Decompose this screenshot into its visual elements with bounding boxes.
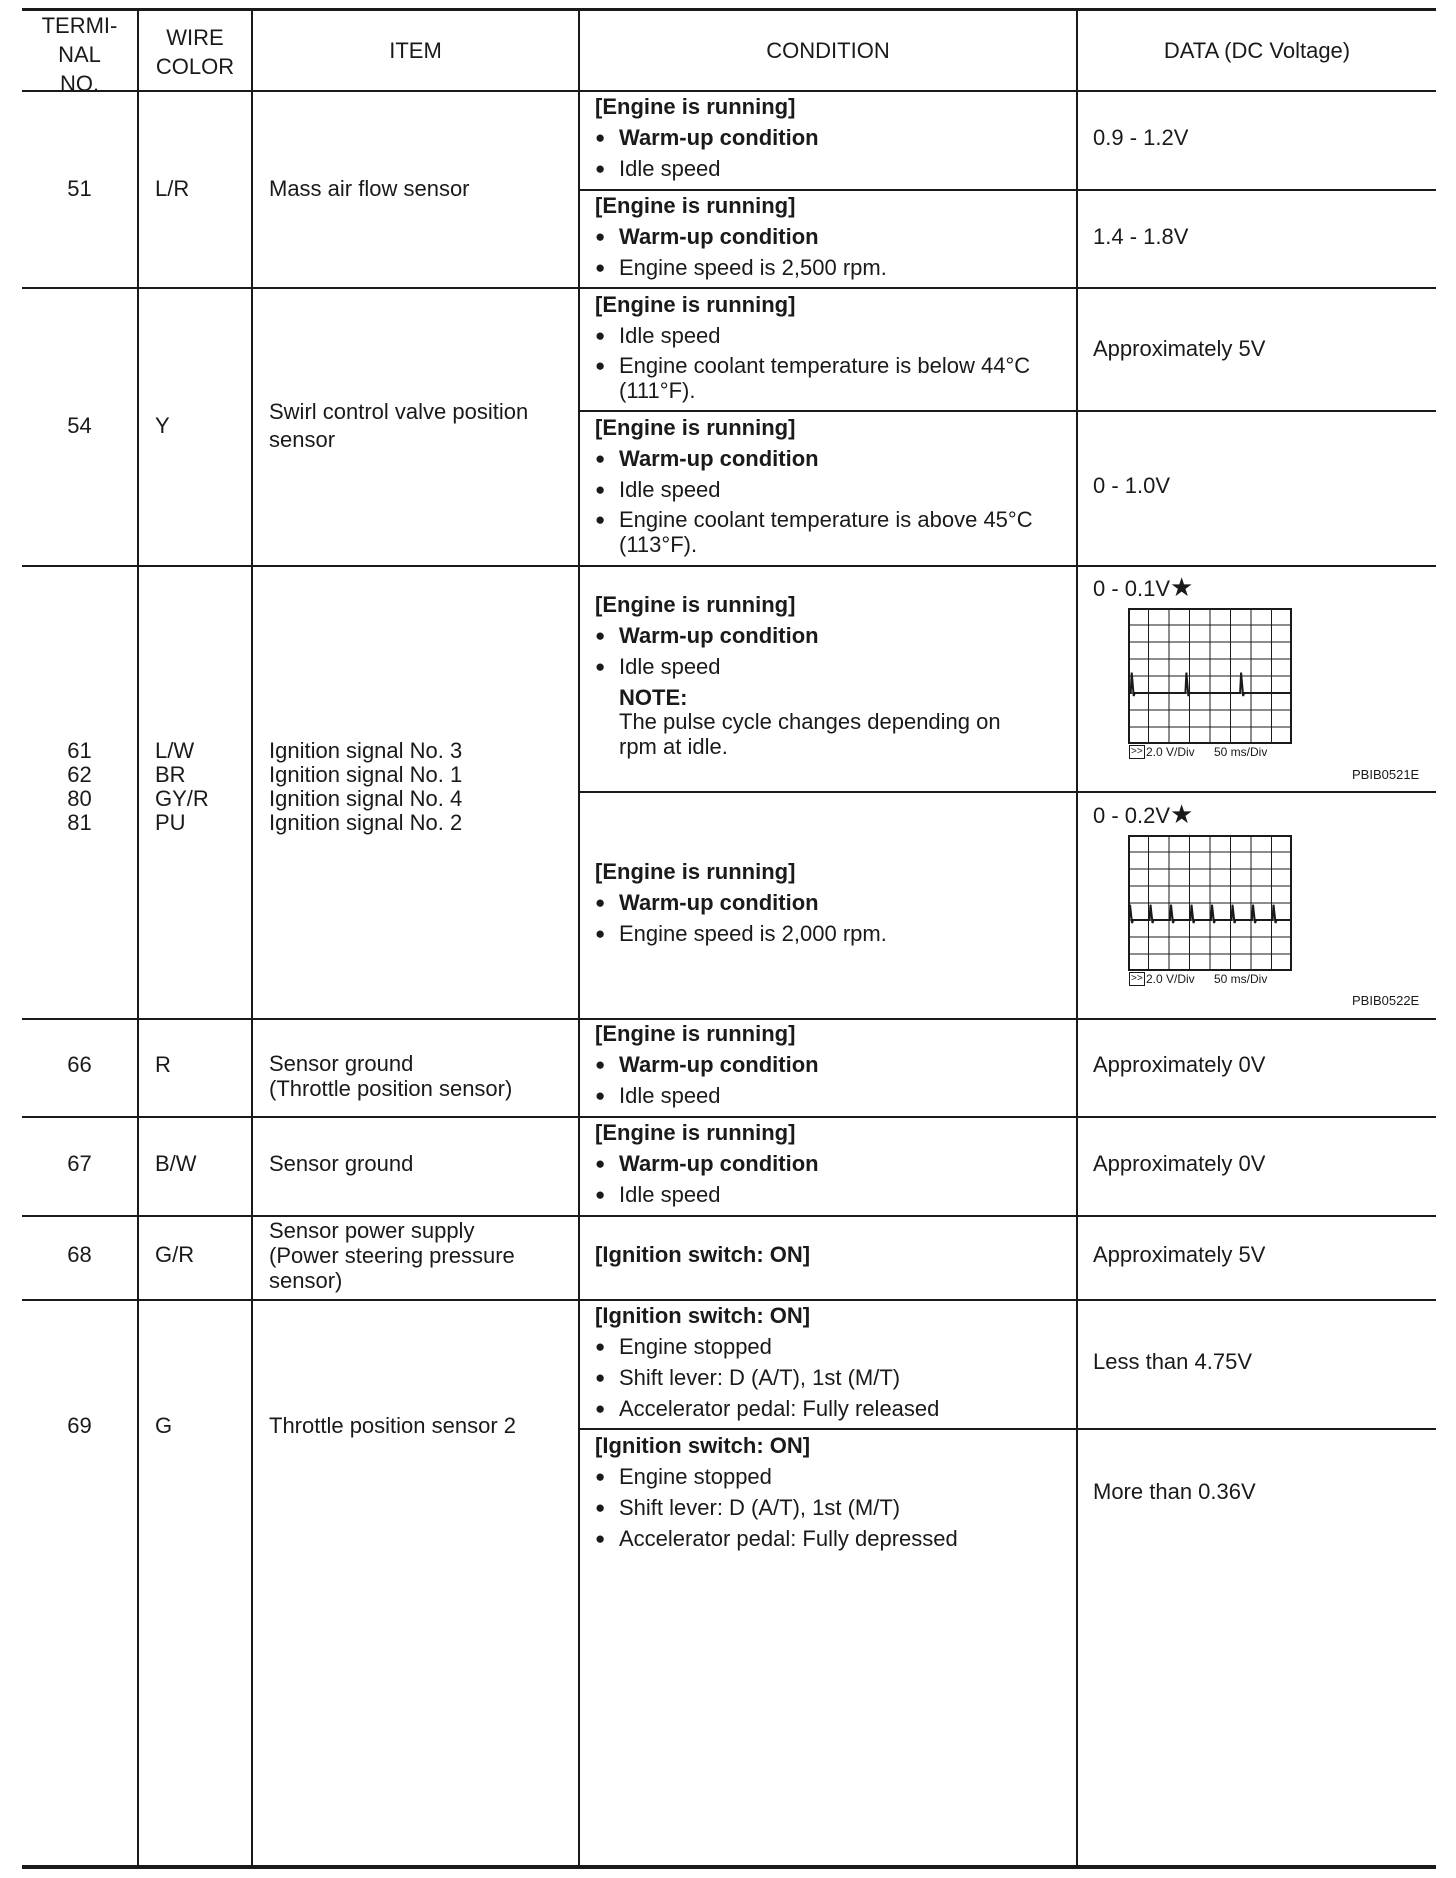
header-item: ITEM bbox=[389, 38, 442, 63]
terminal-no: 54 bbox=[67, 413, 92, 438]
header-wire-color: WIRE COLOR bbox=[155, 25, 235, 79]
condition-heading: [Engine is running] bbox=[595, 193, 796, 218]
scope-volt-label: 2.0 V/Div bbox=[1146, 745, 1195, 759]
data-value: More than 0.36V bbox=[1093, 1479, 1256, 1504]
condition-bullet: ● Engine stopped bbox=[595, 1463, 772, 1491]
waveform-graph bbox=[1128, 835, 1292, 989]
column-rule bbox=[1076, 8, 1078, 1866]
row-rule-67 bbox=[22, 1116, 1436, 1118]
condition-bullet: ● Warm-up condition bbox=[595, 889, 819, 917]
subrow-rule bbox=[580, 189, 1436, 191]
condition-bullet: ● Shift lever: D (A/T), 1st (M/T) bbox=[595, 1364, 900, 1392]
wire-color: Y bbox=[155, 413, 170, 438]
header-terminal: TERMI- NAL NO. bbox=[41, 13, 118, 96]
wire-color: B/W bbox=[155, 1151, 197, 1176]
condition-bullet: ● Shift lever: D (A/T), 1st (M/T) bbox=[595, 1494, 900, 1522]
data-value: Approximately 5V bbox=[1093, 336, 1266, 361]
condition-heading: [Engine is running] bbox=[595, 1120, 796, 1145]
data-value: 0 - 0.2V★ bbox=[1093, 799, 1194, 829]
oscilloscope-waveform bbox=[1128, 608, 1292, 762]
scope-time-label: 50 ms/Div bbox=[1214, 745, 1268, 759]
column-rule bbox=[251, 8, 253, 1866]
condition-bullet: ● Engine speed is 2,500 rpm. bbox=[595, 254, 887, 282]
terminal-no: 68 bbox=[67, 1242, 92, 1267]
condition-bullet: ● Idle speed bbox=[595, 653, 721, 681]
data-value: Approximately 5V bbox=[1093, 1242, 1266, 1267]
item-name-group: Ignition signal No. 3 Ignition signal No. 1 Ignition signal No. 4 Ignition signal No. 2 bbox=[269, 738, 463, 835]
header-condition: CONDITION bbox=[766, 38, 890, 63]
column-rule bbox=[578, 8, 580, 1866]
condition-bullet: ● Idle speed bbox=[595, 476, 721, 504]
scope-scale-label: >> bbox=[1131, 973, 1143, 984]
item-name: Sensor ground bbox=[269, 1151, 414, 1176]
item-name: Swirl control valve position sensor bbox=[269, 399, 529, 452]
condition-bullet: ● Engine speed is 2,000 rpm. bbox=[595, 920, 887, 948]
condition-bullet: ● Engine coolant temperature is above 45°C (113°F). bbox=[595, 507, 1033, 557]
data-value: 1.4 - 1.8V bbox=[1093, 224, 1189, 249]
data-value: Less than 4.75V bbox=[1093, 1349, 1253, 1374]
table-top-rule bbox=[22, 8, 1436, 11]
item-name: Sensor ground (Throttle position sensor) bbox=[269, 1051, 513, 1101]
condition-heading: [Ignition switch: ON] bbox=[595, 1433, 811, 1458]
scope-volt-label: 2.0 V/Div bbox=[1146, 972, 1195, 986]
condition-bullet: ● Accelerator pedal: Fully depressed bbox=[595, 1525, 958, 1553]
condition-bullet: ● Engine coolant temperature is below 44°C (111°F). bbox=[595, 353, 1030, 403]
item-name: Sensor power supply (Power steering pressure sensor) bbox=[269, 1218, 515, 1293]
condition-heading: [Engine is running] bbox=[595, 859, 796, 884]
condition-bullet: ● Warm-up condition bbox=[595, 124, 819, 152]
scope-time-label: 50 ms/Div bbox=[1214, 972, 1268, 986]
item-name: Mass air flow sensor bbox=[269, 176, 470, 201]
condition-heading: [Engine is running] bbox=[595, 415, 796, 440]
condition-heading: [Ignition switch: ON] bbox=[595, 1303, 811, 1328]
subrow-rule bbox=[580, 791, 1436, 793]
wire-color: R bbox=[155, 1052, 171, 1077]
condition-heading: [Engine is running] bbox=[595, 94, 796, 119]
condition-bullet: ● Idle speed bbox=[595, 1082, 721, 1110]
note-title: NOTE: bbox=[619, 685, 688, 710]
condition-bullet: ● Warm-up condition bbox=[595, 445, 819, 473]
subrow-rule bbox=[580, 410, 1436, 412]
condition-heading: [Engine is running] bbox=[595, 592, 796, 617]
condition-bullet: ● Accelerator pedal: Fully released bbox=[595, 1395, 939, 1423]
condition-bullet: ● Warm-up condition bbox=[595, 1150, 819, 1178]
condition-bullet: ● Warm-up condition bbox=[595, 223, 819, 251]
data-value: Approximately 0V bbox=[1093, 1052, 1266, 1077]
row-rule-54 bbox=[22, 287, 1436, 289]
data-value: 0 - 0.1V★ bbox=[1093, 572, 1194, 602]
wire-color: G/R bbox=[155, 1242, 195, 1267]
star-icon: ★ bbox=[1170, 799, 1194, 829]
subrow-rule bbox=[580, 1428, 1436, 1430]
waveform-graph bbox=[1128, 608, 1292, 762]
terminal-no: 66 bbox=[67, 1052, 92, 1077]
condition-bullet: ● Idle speed bbox=[595, 155, 721, 183]
wire-color: G bbox=[155, 1413, 173, 1438]
wire-color-group: L/W BR GY/R PU bbox=[155, 738, 209, 835]
data-value: Approximately 0V bbox=[1093, 1151, 1266, 1176]
terminal-no: 67 bbox=[67, 1151, 92, 1176]
data-value: 0 - 1.0V bbox=[1093, 473, 1171, 498]
header-data: DATA (DC Voltage) bbox=[1163, 38, 1351, 63]
row-rule-69 bbox=[22, 1299, 1436, 1301]
data-value: 0.9 - 1.2V bbox=[1093, 125, 1189, 150]
terminal-no: 69 bbox=[67, 1413, 92, 1438]
figure-code: PBIB0522E bbox=[1352, 993, 1420, 1008]
condition-heading: [Engine is running] bbox=[595, 1021, 796, 1046]
condition-bullet: ● Idle speed bbox=[595, 1181, 721, 1209]
item-name: Throttle position sensor 2 bbox=[269, 1413, 517, 1438]
figure-code: PBIB0521E bbox=[1352, 767, 1420, 782]
star-icon: ★ bbox=[1170, 572, 1194, 602]
terminal-data-table bbox=[22, 8, 1436, 1870]
row-rule-61 bbox=[22, 565, 1436, 567]
condition-heading: [Engine is running] bbox=[595, 292, 796, 317]
column-rule bbox=[137, 8, 139, 1866]
terminal-no-group: 61 62 80 81 bbox=[67, 738, 92, 835]
table-bottom-rule bbox=[22, 1865, 1436, 1869]
scope-scale-label: >> bbox=[1131, 746, 1143, 757]
header-rule bbox=[22, 90, 1436, 92]
wire-color: L/R bbox=[155, 176, 190, 201]
row-rule-68 bbox=[22, 1215, 1436, 1217]
oscilloscope-waveform bbox=[1128, 835, 1292, 989]
condition-bullet: ● Warm-up condition bbox=[595, 622, 819, 650]
condition-bullet: ● Engine stopped bbox=[595, 1333, 772, 1361]
condition-bullet: ● Warm-up condition bbox=[595, 1051, 819, 1079]
condition-bullet: ● Idle speed bbox=[595, 322, 721, 350]
terminal-no: 51 bbox=[67, 176, 92, 201]
note-text: The pulse cycle changes depending on rpm at idle. bbox=[619, 709, 1001, 759]
condition-heading: [Ignition switch: ON] bbox=[595, 1242, 811, 1267]
